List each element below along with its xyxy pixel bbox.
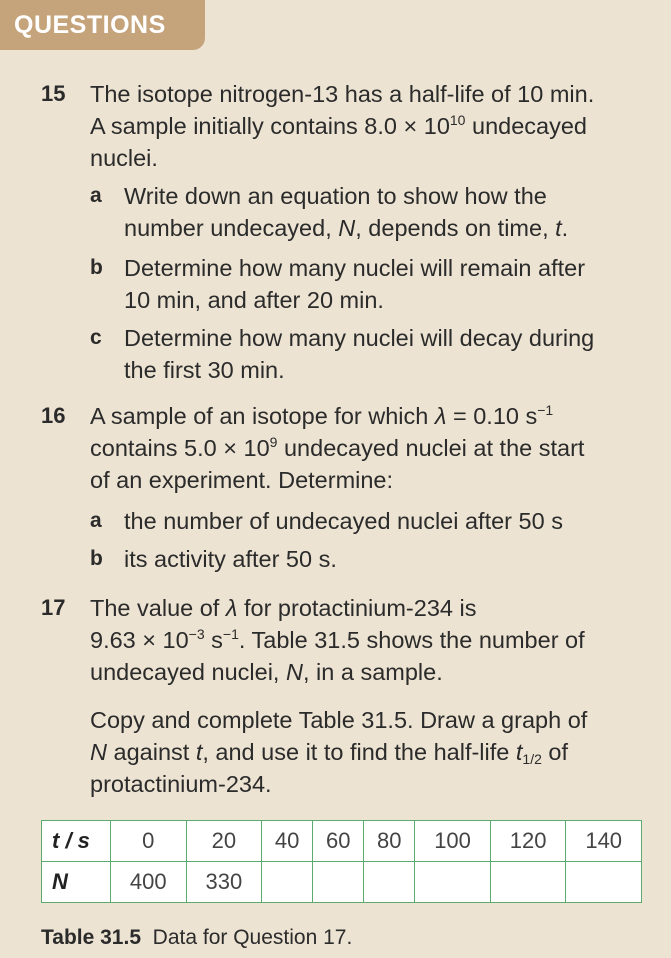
part-label: b: [90, 547, 103, 570]
question-text: A sample of an isotope for which λ = 0.10 $s^{-1}$ contains $5.0 \times 10^9$ undecayed nuclei at the start of an experiment. Determine:: [90, 402, 585, 493]
table-row: [42, 862, 642, 903]
table-cell: 140: [566, 821, 642, 862]
question-text: [90, 78, 650, 174]
part-label: a: [90, 184, 102, 207]
questions-header: [0, 0, 205, 50]
table-cell: [364, 862, 415, 903]
caption-text: Data for Question 17.: [152, 926, 353, 949]
question-instructions: Copy and complete Table 31.5. Draw a graph of N against t, and use it to find the half-life $t_{1/2}$ of protactinium-234.: [90, 707, 588, 797]
table-cell: 330: [186, 862, 262, 903]
part-text: its activity after 50 s.: [124, 546, 337, 572]
part-text: Write down an equation to show how the number undecayed, N, depends on time, t.: [124, 183, 569, 241]
table-cell: 40: [262, 821, 313, 862]
part-label: a: [90, 509, 102, 532]
question-number: 15: [41, 81, 66, 106]
table-cell: [262, 862, 313, 903]
data-table: [41, 820, 642, 903]
table-cell: 80: [364, 821, 415, 862]
q15-line2: A sample initially contains $8.0 \times 10^{10}$ undecayed: [90, 112, 587, 139]
question-number: 17: [41, 595, 66, 620]
table-cell: 60: [313, 821, 364, 862]
questions-header-label: QUESTIONS: [14, 11, 166, 39]
question-text: The value of λ for protactinium-234 is $9.63 \times 10^{-3}$ $s^{-1}$. Table 31.5 shows the number of undecayed nuclei, N, in a sample.: [90, 595, 585, 685]
table-cell: 20: [186, 821, 262, 862]
table-cell: [566, 862, 642, 903]
part-text: the number of undecayed nuclei after 50 s: [124, 508, 563, 534]
part-label: b: [90, 256, 103, 279]
q15-line1: The isotope nitrogen-13 has a half-life of 10 min.: [90, 81, 595, 107]
table-cell: 120: [490, 821, 566, 862]
table-cell: 100: [415, 821, 491, 862]
table-row: [42, 821, 642, 862]
table-cell: 400: [111, 862, 187, 903]
caption-label: Table 31.5: [41, 926, 141, 949]
part-text: Determine how many nuclei will remain after 10 min, and after 20 min.: [124, 255, 586, 313]
table-header-cell: N: [42, 862, 111, 903]
table-cell: [490, 862, 566, 903]
table-caption: [41, 926, 352, 950]
table-header-cell: t / s: [42, 821, 111, 862]
table-cell: [415, 862, 491, 903]
table-cell: 0: [111, 821, 187, 862]
part-text: Determine how many nuclei will decay during the first 30 min.: [124, 325, 595, 383]
table-cell: [313, 862, 364, 903]
question-number: 16: [41, 403, 66, 428]
q15-line3: nuclei.: [90, 145, 158, 171]
part-label: c: [90, 326, 102, 349]
